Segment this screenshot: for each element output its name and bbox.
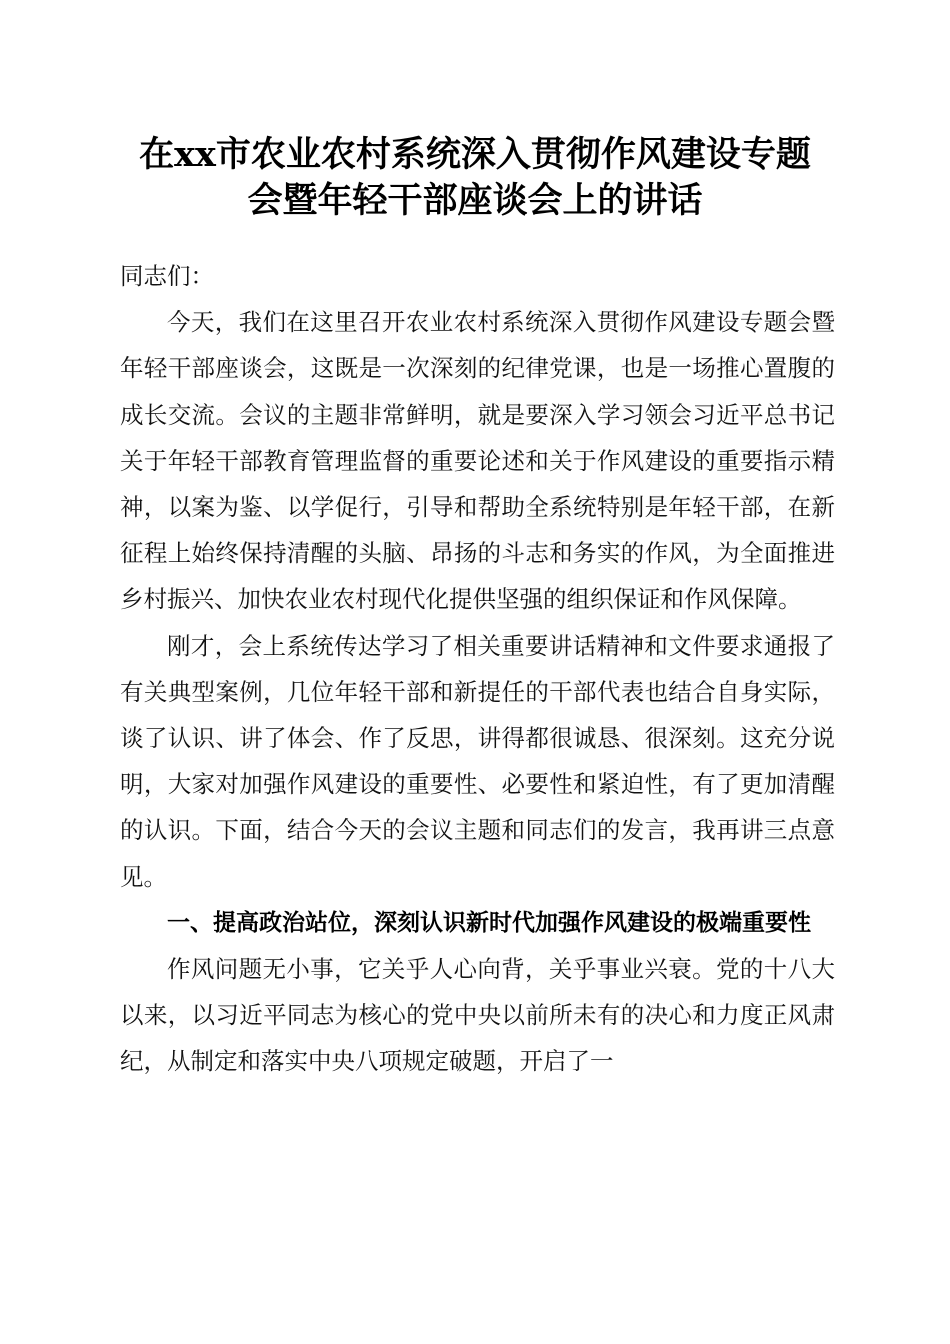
paragraph-section-1: 作风问题无小事，它关乎人心向背，关乎事业兴衰。党的十八大以来，以习近平同志为核心的党中央以前所未有的决心和力度正风肃纪，从制定和落实中央八项规定破题，开启了一	[120, 955, 835, 1076]
section-heading-1: 一、提高政治站位，深刻认识新时代加强作风建设的极端重要性	[167, 909, 811, 936]
title-line-1: 在xx市农业农村系统深入贯彻作风建设专题	[139, 134, 811, 175]
paragraph-summary: 刚才，会上系统传达学习了相关重要讲话精神和文件要求通报了有关典型案例，几位年轻干部和新提任的干部代表也结合自身实际，谈了认识、讲了体会、作了反思，讲得都很诚恳、很深刻。这充分说明，大家对加强作风建设的重要性、必要性和紧迫性，有了更加清醒的认识。下面，结合今天的会议主题和同志们的发言，我再讲三点意见。	[120, 631, 835, 891]
document-body	[120, 253, 835, 1085]
salutation: 同志们：	[120, 262, 214, 290]
paragraph-opening: 今天，我们在这里召开农业农村系统深入贯彻作风建设专题会暨年轻干部座谈会，这既是一次深刻的纪律党课，也是一场推心置腹的成长交流。会议的主题非常鲜明，就是要深入学习领会习近平总书记关于年轻干部教育管理监督的重要论述和关于作风建设的重要指示精神，以案为鉴、以学促行，引导和帮助全系统特别是年轻干部，在新征程上始终保持清醒的头脑、昂扬的斗志和务实的作风，为全面推进乡村振兴、加快农业农村现代化提供坚强的组织保证和作风保障。	[120, 308, 835, 614]
title-line-2: 会暨年轻干部座谈会上的讲话	[247, 180, 703, 221]
document-title	[100, 132, 850, 224]
